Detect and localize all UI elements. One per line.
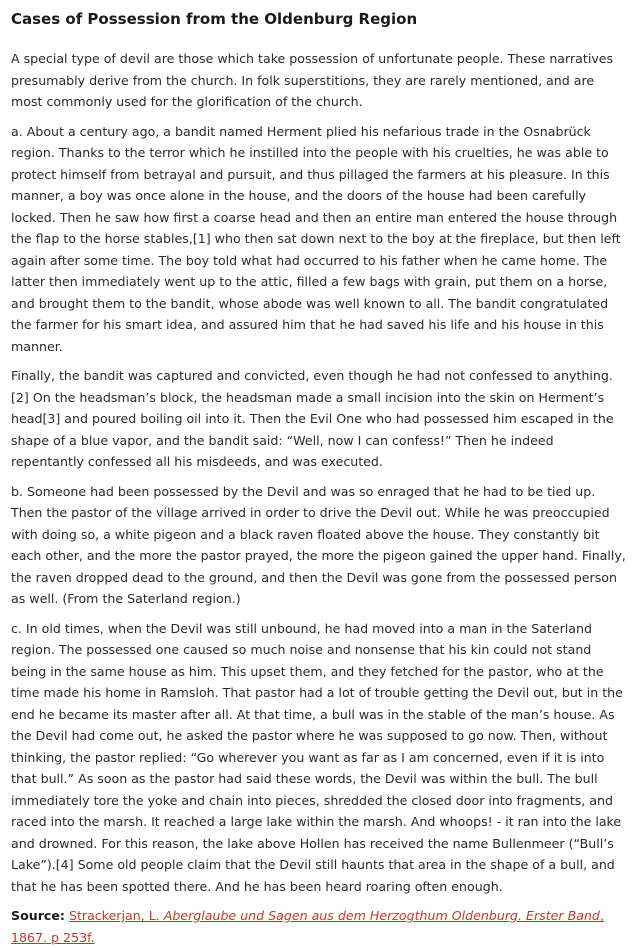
source-details: , 1867. p 253f. bbox=[11, 908, 604, 945]
story-a-paragraph: a. About a century ago, a bandit named Herment plied his nefarious trade in the Osnabrück region. Thanks to the terror which he instilled into the people with his cruelties, he was able to protect himself from betrayal and pursuit, and thus pillaged the farmers at his pleasure. In this manner, a boy was once alone in the house, and the doors of the house had been carefully locked. Then he saw how first a coarse head and then an entire man entered the house through the flap to the horse stables,[1] who then sat down next to the boy at the fireplace, but then left again after some time. The boy told what had occurred to his father when he came home. The latter then immediately went up to the attic, filled a few bags with grain, put them on a horse, and brought them to the bandit, whose abode was well known to all. The bandit congratulated the farmer for his smart idea, and assured him that he had saved his life and his house in this manner. bbox=[11, 123, 621, 354]
source-book-title: Aberglaube und Sagen aus dem Herzogthum Oldenburg. Erster Band bbox=[163, 908, 600, 923]
source-label: Source: bbox=[11, 908, 65, 923]
intro-paragraph: A special type of devil are those which take possession of unfortunate people. These narratives presumably derive from the church. In folk superstitions, they are rarely mentioned, and are most commonly used for the glorification of the church. bbox=[11, 51, 614, 109]
article-title: Cases of Possession from the Oldenburg Region bbox=[11, 10, 418, 28]
source-link[interactable] bbox=[11, 908, 604, 945]
source-citation bbox=[11, 905, 626, 948]
story-b-paragraph: b. Someone had been possessed by the Devil and was so enraged that he had to be tied up. Then the pastor of the village arrived in order to drive the Devil out. While he was preoccupied with doing so, a white pigeon and a black raven floated above the house. They constantly bit each other, and the more the pastor prayed, the more the pigeon gained the upper hand. Finally, the raven dropped dead to the ground, and then the Devil was gone from the possessed person as well. (From the Saterland region.) bbox=[11, 483, 626, 606]
story-c-paragraph: c. In old times, when the Devil was still unbound, he had moved into a man in the Saterland region. The possessed one caused so much noise and nonsense that his kin could not stand being in the same house as him. This upset them, and they fetched for the pastor, who at the time made his home in Ramsloh. That pastor had a lot of trouble getting the Devil out, but in the end he became its master after all. At that time, a bull was in the stable of the man’s house. As the Devil had come out, he asked the pastor where he was supposed to go now. Then, without thinking, the pastor replied: “Go wherever you want as far as I am concerned, even if it is into that bull.” As soon as the pastor had said these words, the Devil was within the bull. The bull immediately tore the yoke and chain into pieces, shredded the closed door into fragments, and raced into the marsh. It reached a large lake within the marsh. And whoops! - it ran into the lake and drowned. For this reason, the lake above Hollen has received the name Bullenmeer (“Bull’s Lake”).[4] Some old people claim that the Devil still haunts that area in the shape of a bull, and that he has been spotted there. And he has been heard roaring often enough. bbox=[11, 620, 623, 894]
story-a-continuation-paragraph: Finally, the bandit was captured and convicted, even though he had not confessed to anything.[2] On the headsman’s block, the headsman made a small incision into the skin on Herment’s head[3] and poured boiling oil into it. Then the Evil One who had possessed him escaped in the shape of a blue vapor, and the bandit said: “Well, now I can confess!” Then he indeed repentantly confessed all his misdeeds, and was executed. bbox=[11, 368, 614, 469]
source-author: Strackerjan, L. bbox=[68, 908, 164, 923]
